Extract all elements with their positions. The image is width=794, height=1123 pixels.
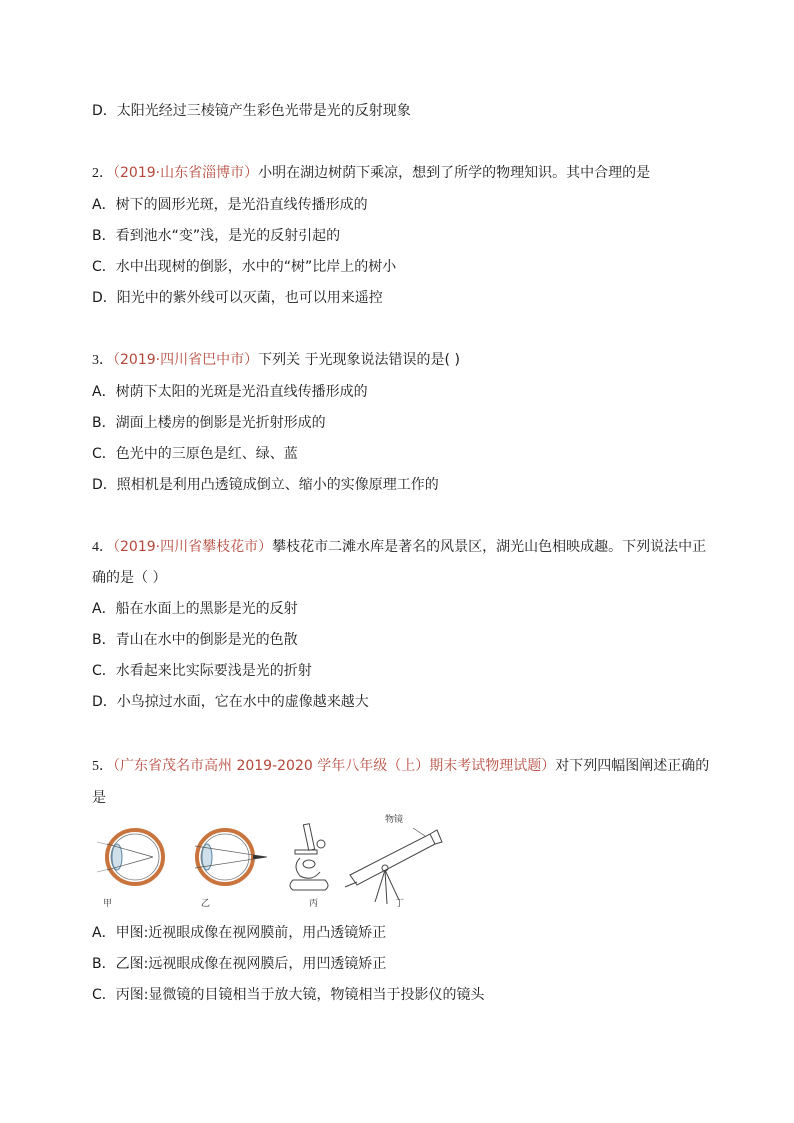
option-b: B．看到池水“变”浅，是光的反射引起的	[92, 228, 341, 244]
telescope-diagram	[345, 828, 442, 904]
label-yi: 乙	[201, 899, 211, 909]
optics-figure	[95, 815, 445, 909]
eye-yi-diagram	[195, 830, 267, 884]
question-number: 3．	[92, 353, 113, 368]
question-4-stem	[92, 537, 706, 558]
question-source: （2019·四川省巴中市）	[113, 352, 259, 368]
question-text: 对下列四幅图阐述正确的	[555, 758, 710, 774]
option-c: C．色光中的三原色是红、绿、蓝	[92, 446, 298, 462]
option-b: B．青山在水中的倒影是光的色散	[92, 632, 298, 648]
option-a: A．船在水面上的黑影是光的反射	[92, 601, 298, 617]
question-text: 下列关 于光现象说法错误的是( )	[258, 352, 460, 368]
question-number: 2．	[92, 166, 113, 181]
option-a: A．树下的圆形光斑，是光沿直线传播形成的	[92, 197, 368, 213]
option-a: A．树荫下太阳的光斑是光沿直线传播形成的	[92, 384, 368, 400]
question-4-stem-continued: 确的是（ ）	[92, 570, 167, 586]
question-number: 5．	[92, 759, 113, 774]
option-c: C．丙图:显微镜的目镜相当于放大镜，物镜相当于投影仪的镜头	[92, 987, 485, 1003]
prev-option-d: D．太阳光经过三棱镜产生彩色光带是光的反射现象	[92, 103, 411, 119]
label-objective-lens: 物镜	[385, 815, 404, 825]
microscope-diagram	[290, 824, 328, 890]
question-text: 小明在湖边树荫下乘凉，想到了所学的物理知识。其中合理的是	[258, 165, 651, 181]
question-3-stem	[92, 350, 460, 371]
option-a: A．甲图:近视眼成像在视网膜前，用凸透镜矫正	[92, 925, 387, 941]
question-source: （广东省茂名市高州 2019-2020 学年八年级（上）期末考试物理试题）	[113, 758, 556, 774]
option-d: D．照相机是利用凸透镜成倒立、缩小的实像原理工作的	[92, 477, 439, 493]
option-b: B．湖面上楼房的倒影是光折射形成的	[92, 415, 326, 431]
question-5-stem-continued: 是	[92, 790, 106, 806]
option-c: C．水中出现树的倒影，水中的“树”比岸上的树小	[92, 259, 397, 275]
option-d: D．阳光中的紫外线可以灭菌，也可以用来遥控	[92, 290, 383, 306]
question-text: 攀枝花市二滩水库是著名的风景区，湖光山色相映成趣。下列说法中正	[272, 539, 707, 555]
eye-jia-diagram	[97, 830, 163, 884]
optics-illustration	[95, 820, 445, 908]
question-source: （2019·山东省淄博市）	[113, 165, 259, 181]
question-2-stem	[92, 163, 650, 184]
option-b: B．乙图:远视眼成像在视网膜后，用凹透镜矫正	[92, 956, 387, 972]
label-jia: 甲	[103, 899, 113, 909]
option-c: C．水看起来比实际要浅是光的折射	[92, 663, 312, 679]
question-5-stem	[92, 756, 709, 777]
option-d: D．小鸟掠过水面，它在水中的虚像越来越大	[92, 694, 369, 710]
question-number: 4．	[92, 540, 113, 555]
label-bing: 丙	[309, 899, 319, 909]
question-source: （2019·四川省攀枝花市）	[113, 539, 273, 555]
label-ding: 丁	[395, 899, 405, 909]
